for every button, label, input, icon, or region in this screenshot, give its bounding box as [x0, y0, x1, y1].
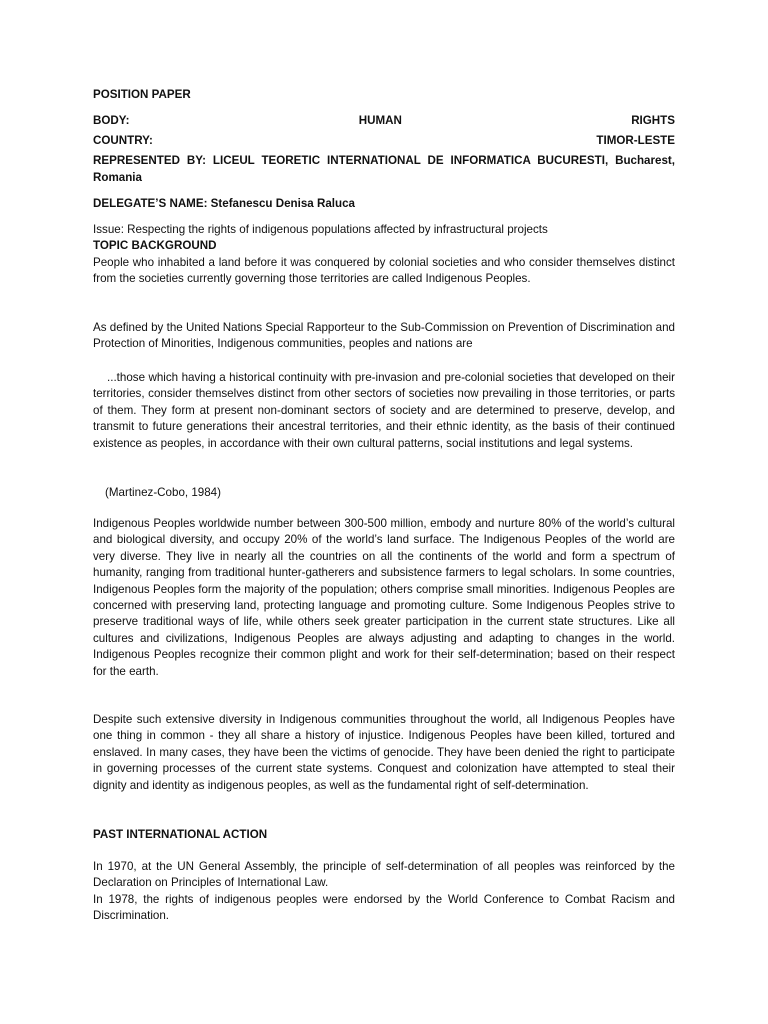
country-row	[93, 133, 675, 149]
paragraph-definition: People who inhabited a land before it was conquered by colonial societies and who consider themselves distinct from the societies currently governing those territories are called Indigenous Peoples.	[93, 256, 675, 286]
body-label: BODY:	[93, 114, 130, 127]
citation: (Martinez-Cobo, 1984)	[105, 486, 221, 499]
issue-line: Issue: Respecting the rights of indigenous populations affected by infrastructural projects	[93, 223, 548, 236]
delegate-name: DELEGATE’S NAME: Stefanescu Denisa Raluca	[93, 197, 355, 210]
paragraph-population: Indigenous Peoples worldwide number between 300-500 million, embody and nurture 80% of the world’s cultural and biological diversity, and occupy 20% of the world’s land surface. The Indigenous Peoples of the world are very diverse. They live in nearly all the countries on all the continents of the world and form a spectrum of humanity, ranging from traditional hunter-gatherers and subsistence farmers to legal scholars. In some countries, Indigenous Peoples form the majority of the population; others comprise small minorities. Indigenous Peoples are concerned with preserving land, protecting language and promoting culture. Some Indigenous Peoples strive to preserve traditional ways of life, while others seek greater participation in the current state structures. Like all cultures and civilizations, Indigenous Peoples are always adjusting and adapting to changes in the world. Indigenous Peoples recognize their common plight and work for their self-determination; based on their respect for the earth.	[93, 517, 675, 678]
paragraph-un-definition: As defined by the United Nations Special Rapporteur to the Sub-Commission on Prevention of Discrimination and Protection of Minorities, Indigenous communities, peoples and nations are	[93, 321, 675, 351]
paragraph-1970: In 1970, at the UN General Assembly, the principle of self-determination of all peoples was reinforced by the Declaration on Principles of International Law.	[93, 860, 675, 890]
country-label: COUNTRY:	[93, 134, 153, 147]
body-value-human: HUMAN	[358, 114, 402, 127]
document-title: POSITION PAPER	[93, 88, 191, 101]
paragraph-injustice: Despite such extensive diversity in Indigenous communities throughout the world, all Indigenous Peoples have one thing in common - they all share a history of injustice. Indigenous Peoples have been killed, tortured and enslaved. In many cases, they have been the victims of genocide. They have been denied the right to participate in governing processes of the current state systems. Conquest and colonization have attempted to steal their dignity and identity as indigenous peoples, as well as the fundamental right of self-determination.	[93, 713, 675, 792]
body-value-rights: RIGHTS	[631, 114, 675, 127]
paragraph-1978: In 1978, the rights of indigenous peoples were endorsed by the World Conference to Combat Racism and Discrimination.	[93, 893, 675, 923]
represented-by-line2: Romania	[93, 171, 142, 184]
body-row	[93, 113, 675, 129]
represented-by-line1: REPRESENTED BY: LICEUL TEORETIC INTERNATIONAL DE INFORMATICA BUCURESTI, Bucharest,	[93, 154, 675, 167]
topic-background-heading: TOPIC BACKGROUND	[93, 239, 217, 252]
past-international-action-heading: PAST INTERNATIONAL ACTION	[93, 828, 268, 841]
block-quote: ...those which having a historical continuity with pre-invasion and pre-colonial societies that developed on their territories, consider themselves distinct from other sectors of societies now prevailing in those territories, or parts of them. They form at present non-dominant sectors of society and are determined to preserve, develop, and transmit to future generations their ancestral territories, and their ethnic identity, as the basis of their continued existence as peoples, in accordance with their own cultural patterns, social institutions and legal systems.	[93, 371, 675, 450]
country-value: TIMOR-LESTE	[596, 134, 675, 147]
